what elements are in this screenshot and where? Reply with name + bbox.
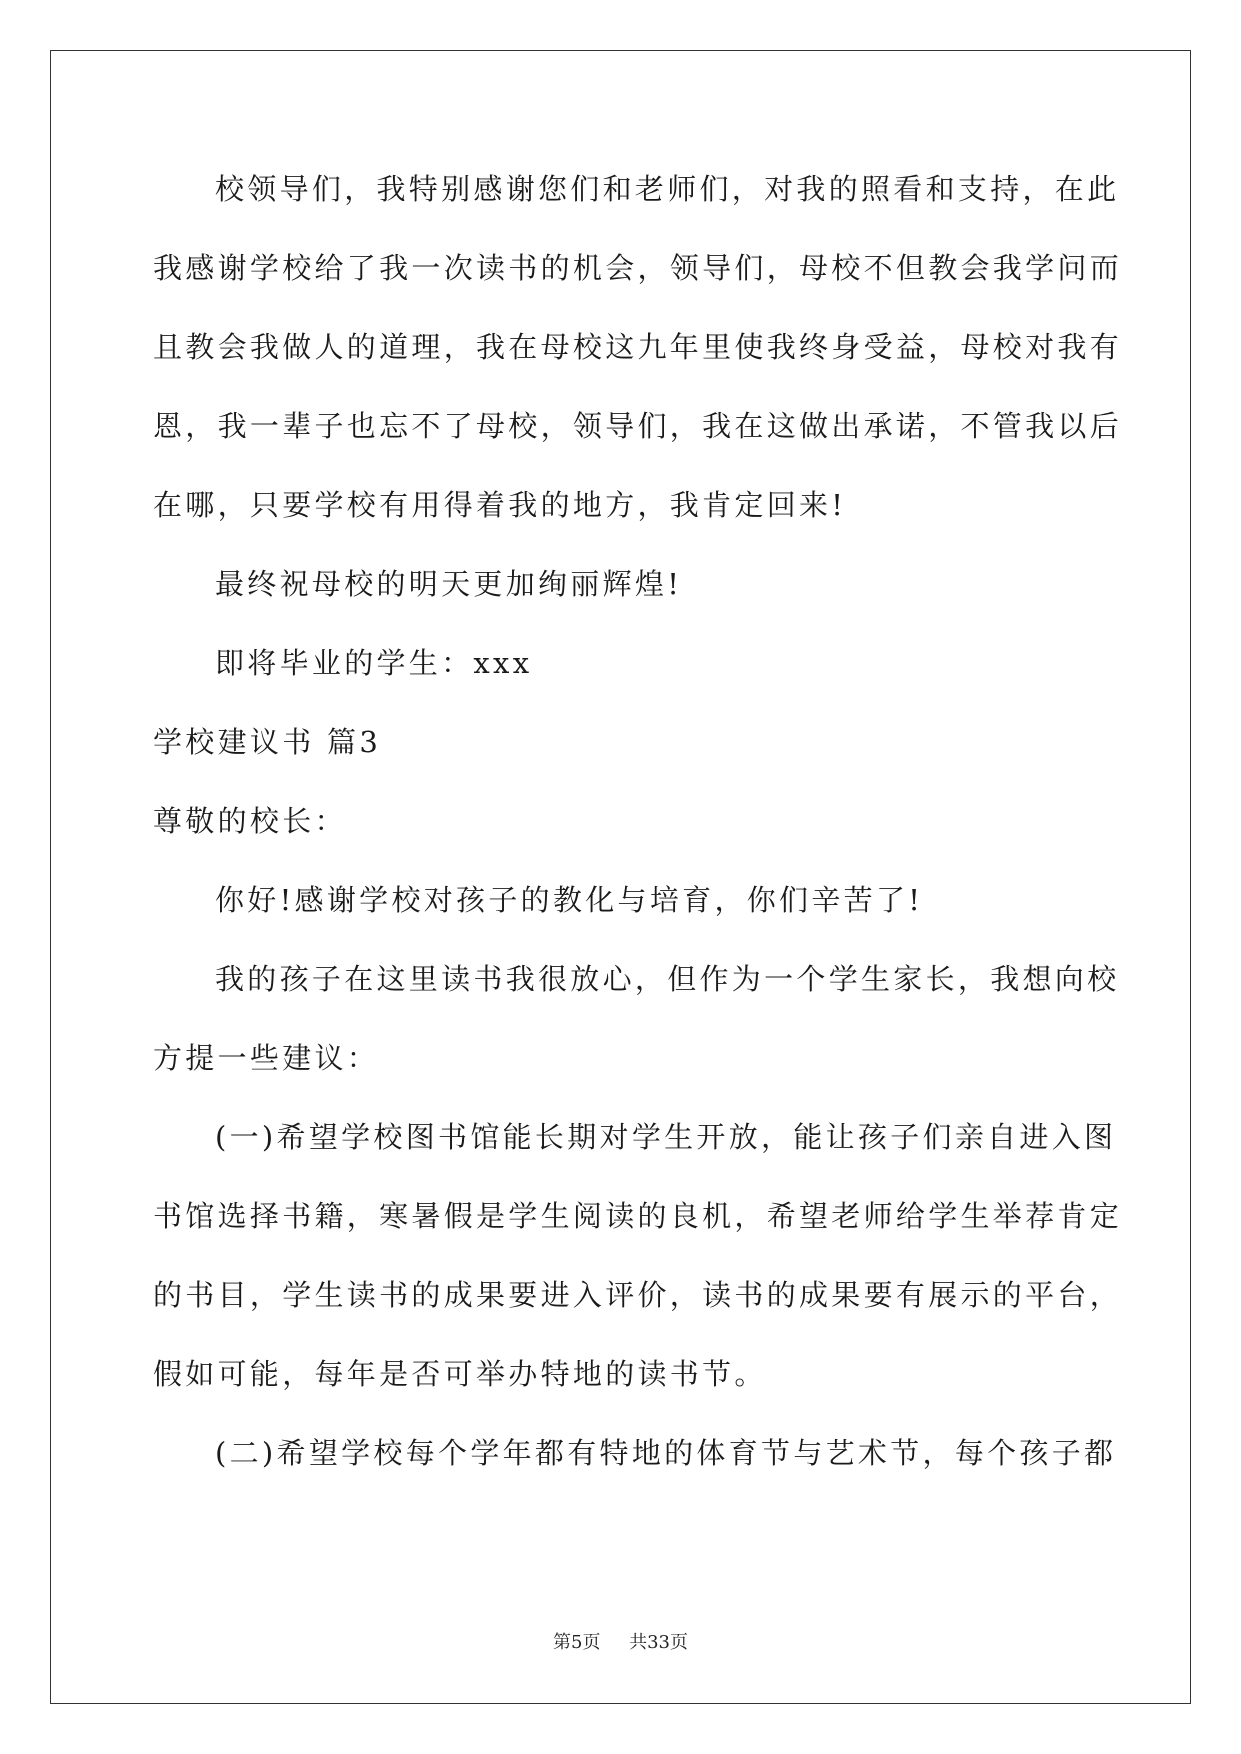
paragraph-line: 且教会我做人的道理，我在母校这九年里使我终身受益，母校对我有 <box>153 330 1123 364</box>
document-body <box>153 166 1123 1509</box>
page-total: 共33页 <box>629 1632 688 1653</box>
signature-line: 即将毕业的学生：xxx <box>215 646 533 680</box>
paragraph-line: 校领导们，我特别感谢您们和老师们，对我的照看和支持，在此 <box>215 172 1120 206</box>
paragraph-line: 在哪，只要学校有用得着我的地方，我肯定回来! <box>153 488 847 522</box>
paragraph-line: 方提一些建议： <box>153 1041 380 1075</box>
page-footer <box>0 1628 1241 1654</box>
paragraph-line: 你好!感谢学校对孩子的教化与培育，你们辛苦了! <box>215 883 924 917</box>
paragraph-line: (二)希望学校每个学年都有特地的体育节与艺术节，每个孩子都 <box>215 1436 1117 1470</box>
paragraph-line: 的书目，学生读书的成果要进入评价，读书的成果要有展示的平台， <box>153 1278 1123 1312</box>
paragraph-line: 恩，我一辈子也忘不了母校，领导们，我在这做出承诺，不管我以后 <box>153 409 1123 443</box>
salutation: 尊敬的校长： <box>153 804 347 838</box>
paragraph-line: 我感谢学校给了我一次读书的机会，领导们，母校不但教会我学问而 <box>153 251 1123 285</box>
paragraph-line: 我的孩子在这里读书我很放心，但作为一个学生家长，我想向校 <box>215 962 1120 996</box>
closing-wish: 最终祝母校的明天更加绚丽辉煌! <box>215 567 683 601</box>
section-heading: 学校建议书 篇3 <box>153 725 382 759</box>
paragraph-line: (一)希望学校图书馆能长期对学生开放，能让孩子们亲自进入图 <box>215 1120 1117 1154</box>
paragraph-line: 假如可能，每年是否可举办特地的读书节。 <box>153 1357 767 1391</box>
paragraph-line: 书馆选择书籍，寒暑假是学生阅读的良机，希望老师给学生举荐肯定 <box>153 1199 1123 1233</box>
page-number: 第5页 <box>553 1632 601 1653</box>
